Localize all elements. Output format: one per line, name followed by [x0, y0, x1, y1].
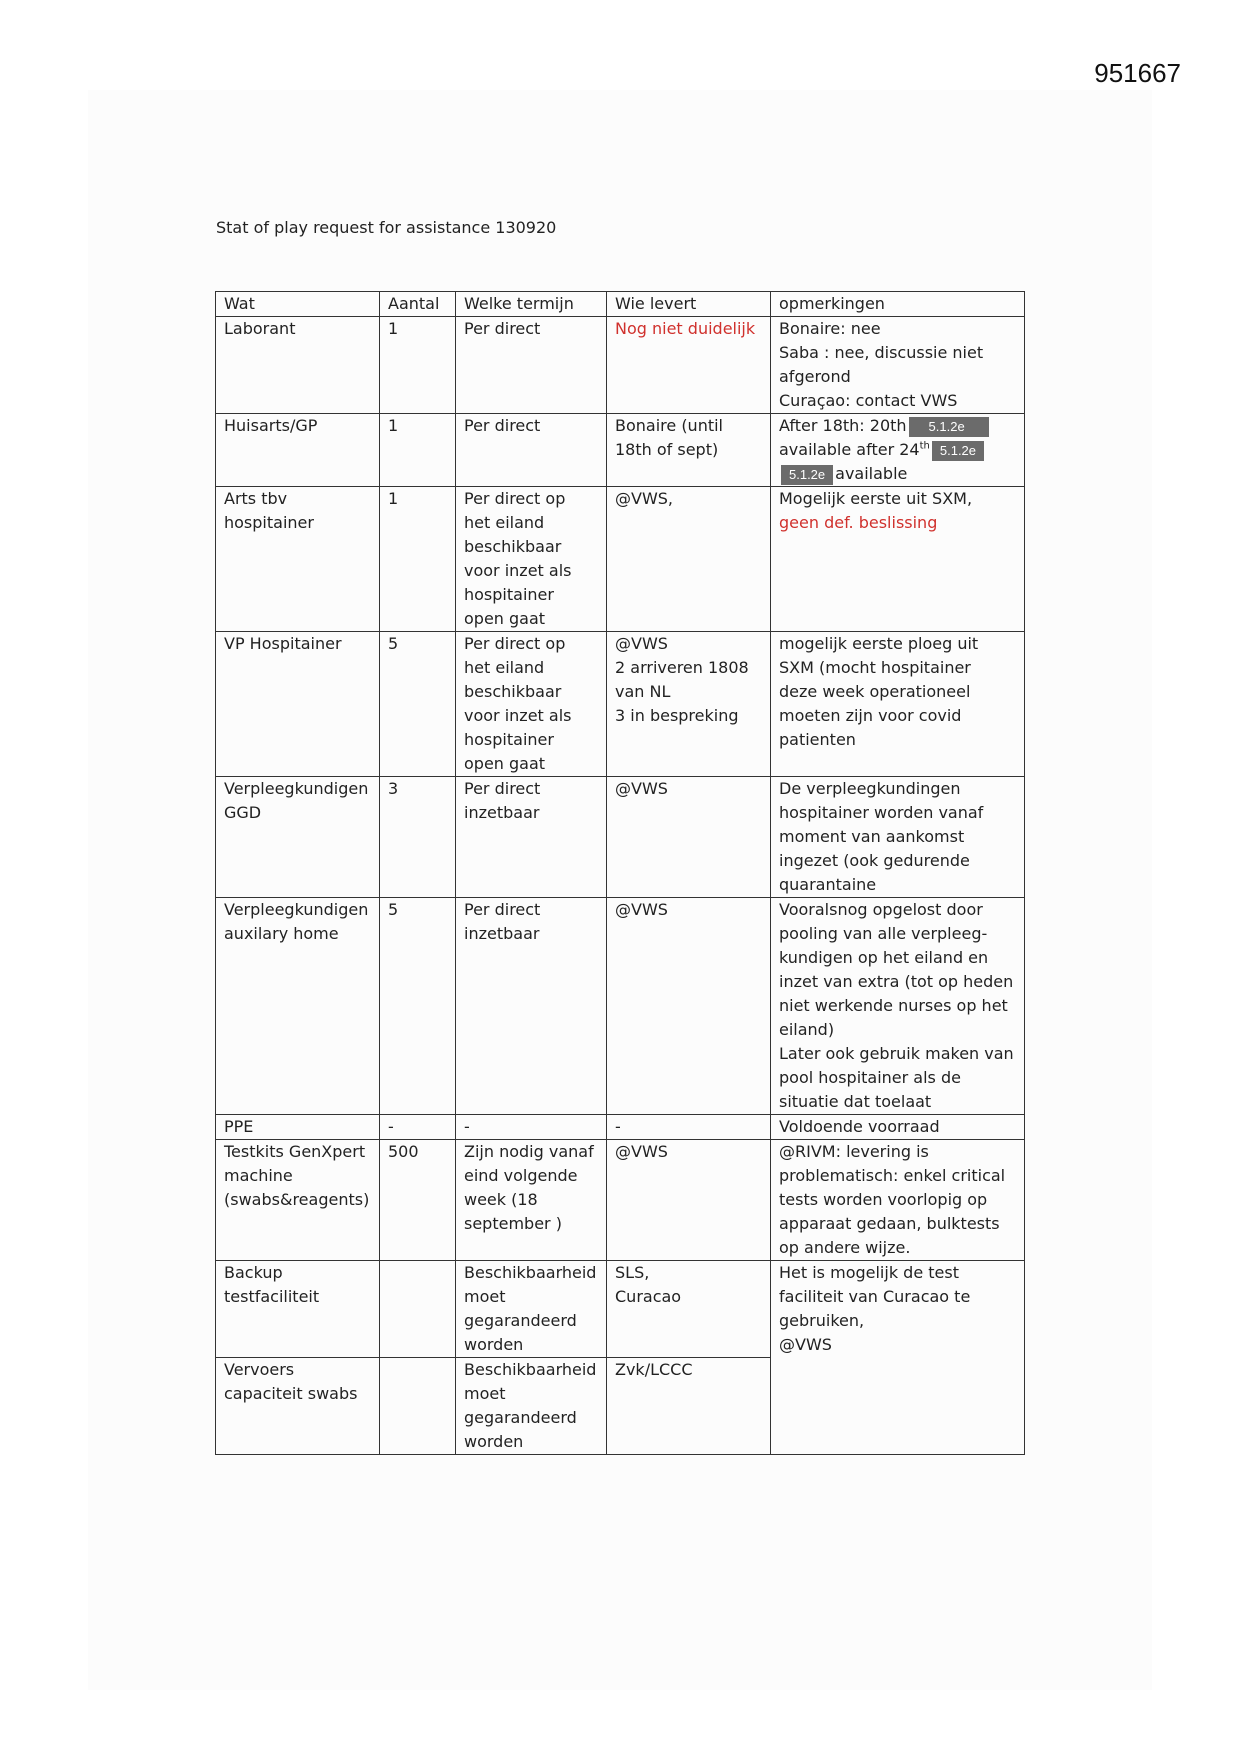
cell-termijn: Zijn nodig vanaf eind volgende week (18 september ) — [456, 1140, 607, 1261]
cell-aantal: 1 — [380, 487, 456, 632]
cell-opmerkingen: De verpleegkundingen hospitainer worden vanaf moment van aankomst ingezet (ook gedurende quarantaine — [771, 777, 1025, 898]
redaction-box: 5.1.2e — [932, 441, 984, 461]
cell-termijn: Per direct inzetbaar — [456, 898, 607, 1115]
header-levert: Wie levert — [607, 292, 771, 317]
cell-aantal — [380, 1261, 456, 1358]
cell-levert: - — [607, 1115, 771, 1140]
redaction-box: 5.1.2e — [781, 465, 833, 485]
cell-levert: @VWS — [607, 898, 771, 1115]
page-title: Stat of play request for assistance 130920 — [216, 218, 557, 237]
table-row — [216, 1115, 1025, 1140]
cell-aantal: 3 — [380, 777, 456, 898]
cell-termijn: - — [456, 1115, 607, 1140]
cell-opmerkingen: Mogelijk eerste uit SXM, geen def. beslissing — [771, 487, 1025, 632]
cell-levert: @VWS 2 arriveren 1808 van NL 3 in bespreking — [607, 632, 771, 777]
cell-aantal: 5 — [380, 898, 456, 1115]
cell-aantal — [380, 1358, 456, 1455]
redaction-box: 5.1.2e — [909, 417, 989, 437]
table-row — [216, 317, 1025, 414]
cell-termijn: Per direct inzetbaar — [456, 777, 607, 898]
cell-termijn: Per direct op het eiland beschikbaar voor inzet als hospitainer open gaat — [456, 487, 607, 632]
table-row — [216, 1140, 1025, 1261]
cell-termijn: Beschikbaarheid moet gegarandeerd worden — [456, 1358, 607, 1455]
cell-levert: Zvk/LCCC — [607, 1358, 771, 1455]
cell-wat: Verpleegkundigen GGD — [216, 777, 380, 898]
cell-wat: VP Hospitainer — [216, 632, 380, 777]
header-aantal: Aantal — [380, 292, 456, 317]
header-opmerkingen: opmerkingen — [771, 292, 1025, 317]
cell-wat: Laborant — [216, 317, 380, 414]
header-row — [216, 292, 1025, 317]
cell-termijn: Per direct op het eiland beschikbaar voor inzet als hospitainer open gaat — [456, 632, 607, 777]
cell-wat: Testkits GenXpert machine (swabs&reagents) — [216, 1140, 380, 1261]
cell-levert: SLS, Curacao — [607, 1261, 771, 1358]
cell-opmerkingen: @RIVM: levering is problematisch: enkel critical tests worden voorlopig op apparaat gedaan, bulktests op andere wijze. — [771, 1140, 1025, 1261]
cell-aantal: 5 — [380, 632, 456, 777]
cell-opmerkingen: Bonaire: nee Saba : nee, discussie niet afgerond Curaçao: contact VWS — [771, 317, 1025, 414]
table-row — [216, 898, 1025, 1115]
cell-levert: @VWS, — [607, 487, 771, 632]
cell-levert: @VWS — [607, 1140, 771, 1261]
cell-aantal: 500 — [380, 1140, 456, 1261]
assistance-table — [215, 291, 1025, 1455]
cell-aantal: 1 — [380, 414, 456, 487]
cell-opmerkingen: Het is mogelijk de test faciliteit van Curacao te gebruiken, @VWS — [771, 1261, 1025, 1455]
table-row — [216, 632, 1025, 777]
header-wat: Wat — [216, 292, 380, 317]
table-row — [216, 414, 1025, 487]
cell-wat: Backup testfaciliteit — [216, 1261, 380, 1358]
cell-levert: Nog niet duidelijk — [607, 317, 771, 414]
document-number: 951667 — [1094, 58, 1181, 88]
table-row — [216, 777, 1025, 898]
cell-aantal: - — [380, 1115, 456, 1140]
cell-wat: PPE — [216, 1115, 380, 1140]
table-row — [216, 487, 1025, 632]
cell-opmerkingen: Vooralsnog opgelost door pooling van alle verpleeg- kundigen op het eiland en inzet van extra (tot op heden niet werkende nurses op het eiland) Later ook gebruik maken van pool hospitainer als de situatie dat toelaat — [771, 898, 1025, 1115]
cell-levert: @VWS — [607, 777, 771, 898]
cell-wat: Arts tbv hospitainer — [216, 487, 380, 632]
cell-opmerkingen: mogelijk eerste ploeg uit SXM (mocht hospitainer deze week operationeel moeten zijn voor covid patienten — [771, 632, 1025, 777]
cell-wat: Vervoers capaciteit swabs — [216, 1358, 380, 1455]
cell-opmerkingen: After 18th: 20th 5.1.2e available after 24th 5.1.2e 5.1.2e available — [771, 414, 1025, 487]
cell-termijn: Beschikbaarheid moet gegarandeerd worden — [456, 1261, 607, 1358]
cell-levert: Bonaire (until 18th of sept) — [607, 414, 771, 487]
cell-wat: Verpleegkundigen auxilary home — [216, 898, 380, 1115]
cell-termijn: Per direct — [456, 317, 607, 414]
table-row — [216, 1261, 1025, 1358]
cell-termijn: Per direct — [456, 414, 607, 487]
cell-opmerkingen: Voldoende voorraad — [771, 1115, 1025, 1140]
cell-aantal: 1 — [380, 317, 456, 414]
cell-wat: Huisarts/GP — [216, 414, 380, 487]
header-termijn: Welke termijn — [456, 292, 607, 317]
